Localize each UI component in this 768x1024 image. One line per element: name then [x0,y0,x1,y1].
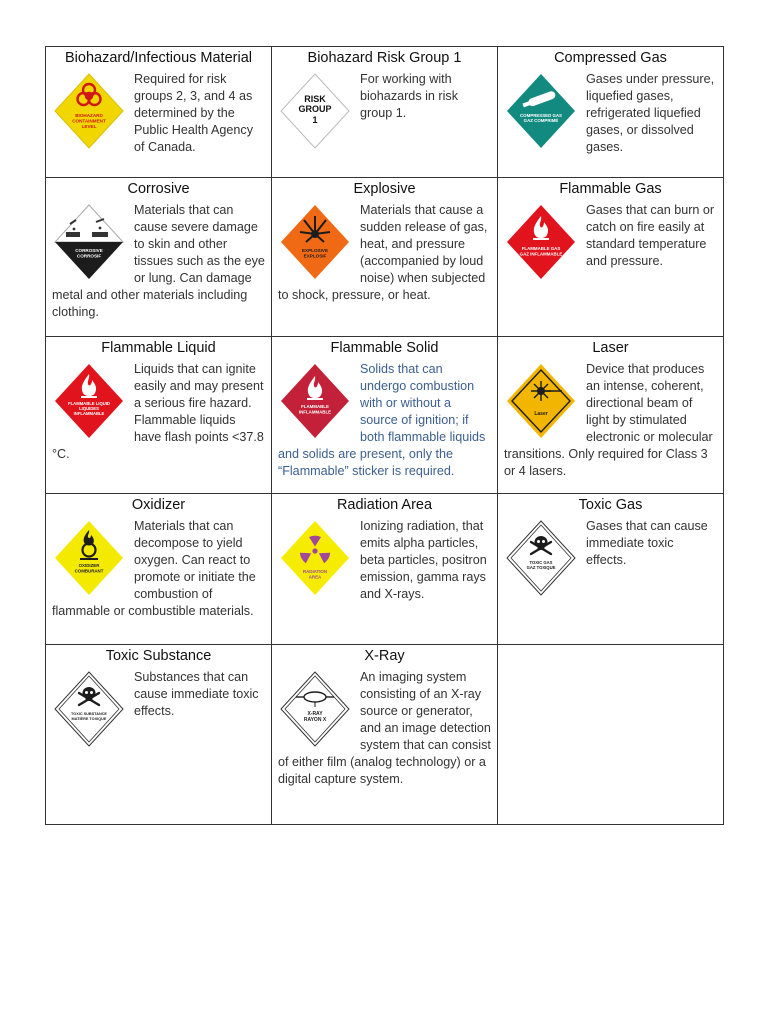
cell-description: Ionizing radiation, that emits alpha particles, beta particles, positron emission, gamma rays and X-rays. [360,519,487,601]
skull-crossbones-icon [504,518,578,598]
cell-toxic-gas [498,494,724,645]
explosive-sign [278,202,352,282]
compressed-gas-sign [504,71,578,151]
radiation-area-sign [278,518,352,598]
sign-label: EXPLOSIVE [301,248,329,253]
cell-description: Required for risk groups 2, 3, and 4 as determined by the Public Health Agency of Canada. [134,72,254,154]
toxic-substance-sign [52,669,126,749]
sign-label: EXPLOSIF [303,253,327,259]
sign-label: CORROSIF [76,253,102,259]
cell-description: For working with biohazards in risk group 1. [360,72,458,120]
sign-label: TOXIC SUBSTANCE [71,712,107,716]
cell-description: Liquids that can ignite easily and may present a serious fire hazard. Flammable liquids have flash points <37.8 °C. [52,362,264,461]
laser-sign [504,361,578,441]
radiation-icon [278,518,352,598]
x-ray-sign [278,669,352,749]
cell-title: Flammable Gas [559,181,662,197]
gas-cylinder-icon [504,71,578,151]
risk-group-sign [278,71,352,151]
cell-biohazard-risk-group-1 [272,47,498,178]
sign-label: COMBURANT [74,568,104,574]
cell-title: Flammable Solid [330,340,439,356]
skull-crossbones-icon [52,669,126,749]
risk-group-icon [278,71,352,151]
cell-explosive [272,178,498,337]
cell-description: Gases that can cause immediate toxic effects. [586,519,708,567]
sign-label: FLAMMABLE [301,404,329,409]
sign-label: LIQUIDES [79,406,99,411]
cell-title: Explosive [353,181,416,197]
sign-label: FLAMMABLE GAS [521,246,561,251]
sign-label: GROUP [298,104,332,114]
sign-label: BIOHAZARD [75,113,103,118]
sign-label: CORROSIVE [75,248,103,253]
corrosive-sign [52,202,126,282]
cell-description: Materials that can decompose to yield oxygen. Can react to promote or initiate the combustion of flammable or combustible materials. [52,519,256,618]
flame-icon [504,202,578,282]
cell-compressed-gas [498,47,724,178]
cell-title: Toxic Gas [578,497,643,513]
sign-label: OXIDIZER [78,563,100,568]
sign-label: GAZ COMPRIMÉ [523,118,559,123]
cell-title: Compressed Gas [554,50,667,66]
biohazard-sign [52,71,126,151]
cell-laser [498,337,724,494]
sign-label: RISK [304,94,326,104]
sign-label: Laser [534,411,548,417]
cell-title: Biohazard/Infectious Material [65,50,252,66]
biohazard-icon [52,71,126,151]
cell-oxidizer [46,494,272,645]
cell-description: Gases that can burn or catch on fire easily at standard temperature and pressure. [586,203,715,268]
flame-over-circle-icon [52,518,126,598]
sign-label: MATIÈRE TOXIQUE [71,717,107,721]
sign-label: GAZ INFLAMMABLE [519,251,563,257]
hazard-symbols-table [45,46,724,825]
sign-label: COMPRESSED GAS [520,113,562,118]
cell-toxic-substance [46,645,272,825]
cell-description: Solids that can undergo combustion with or without a source of ignition; if both flammable liquids and solids are present, only the “Flammable” sticker is required. [278,362,486,478]
corrosive-icon [52,202,126,282]
cell-description: Materials that can cause severe damage to skin and other tissues such as the eye or lung. Can damage metal and other materials including clothing. [52,203,265,319]
sign-label: AREA [308,574,322,580]
sign-label: X-RAY [307,711,323,717]
cell-description: Materials that cause a sudden release of gas, heat, and pressure (accompanied by loud noise) when subjected to shock, pressure, or heat. [278,203,488,302]
flammable-liquid-sign [52,361,126,441]
cell-flammable-gas [498,178,724,337]
cell-empty [498,645,724,825]
cell-title: X-Ray [364,648,405,664]
cell-corrosive [46,178,272,337]
sign-label: FLAMMABLE LIQUID [68,401,110,406]
cell-flammable-solid [272,337,498,494]
sign-label: INFLAMMABLE [298,409,332,415]
flame-icon [278,361,352,441]
sign-label: RAYON X [303,717,327,723]
sign-label: CONTAINMENT [72,118,106,124]
sign-label: TOXIC GAS [529,560,553,565]
flame-icon [52,361,126,441]
sign-label: LEVEL [81,124,97,129]
laser-icon [504,361,578,441]
flammable-gas-sign [504,202,578,282]
cell-biohazard-infectious-material [46,47,272,178]
cell-title: Oxidizer [131,497,186,513]
sign-label: GAZ TOXIQUE [526,565,556,570]
explosion-icon [278,202,352,282]
cell-title: Radiation Area [336,497,433,513]
flammable-solid-sign [278,361,352,441]
cell-description: Device that produces an intense, coherent, directional beam of light by stimulated electronic or molecular transitions. Only required for Class 3 or 4 lasers. [504,362,713,478]
cell-title: Laser [592,340,629,356]
cell-x-ray [272,645,498,825]
sign-label: 1 [312,115,318,125]
sign-label: RADIATION [302,569,328,574]
cell-description: Gases under pressure, liquefied gases, refrigerated liquefied gases, or dissolved gases. [586,72,715,154]
x-ray-tube-icon [278,669,352,749]
cell-flammable-liquid [46,337,272,494]
cell-title: Corrosive [127,181,190,197]
toxic-gas-sign [504,518,578,598]
cell-title: Biohazard Risk Group 1 [307,50,462,66]
cell-description: An imaging system consisting of an X-ray source or generator, and an image detection system that can consist of either film (analog technology) or a digital capture system. [278,670,491,786]
sign-label: INFLAMMABLE [73,411,105,416]
oxidizer-sign [52,518,126,598]
cell-radiation-area [272,494,498,645]
cell-title: Toxic Substance [105,648,212,664]
cell-description: Substances that can cause immediate toxic effects. [134,670,259,718]
cell-title: Flammable Liquid [101,340,216,356]
